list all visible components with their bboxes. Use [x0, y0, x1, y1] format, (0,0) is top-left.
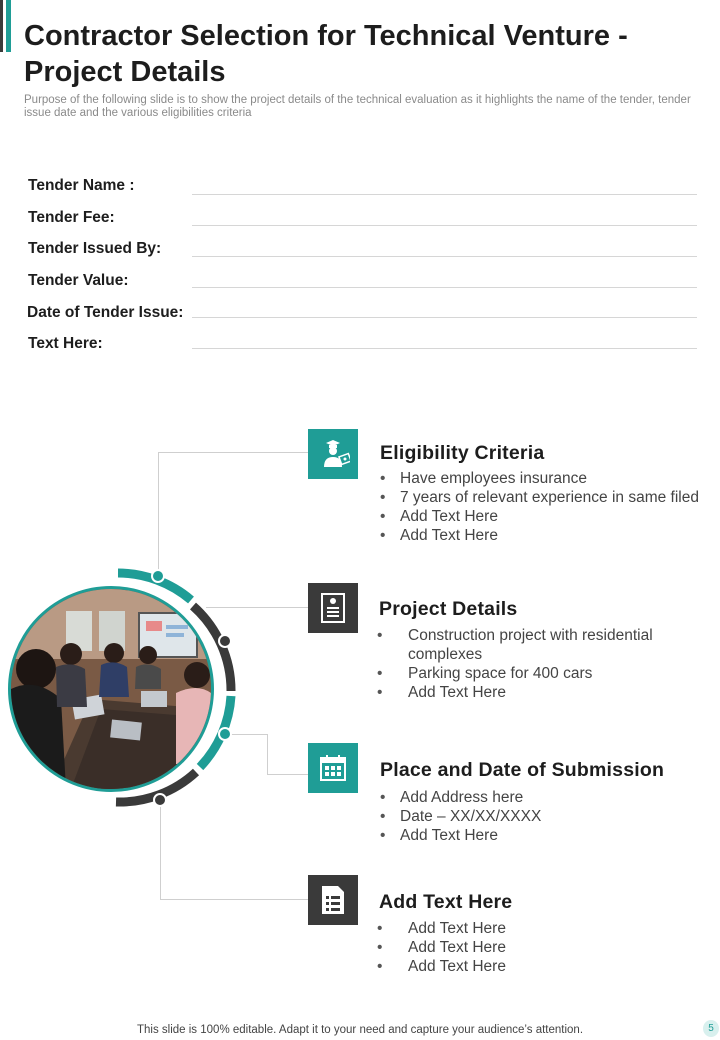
section-3-title: Place and Date of Submission: [380, 759, 665, 781]
page-title: Contractor Selection for Technical Venture - Project Details: [24, 20, 628, 88]
field-label-text-here: Text Here:: [28, 335, 103, 352]
field-line-tender-value[interactable]: [192, 287, 697, 288]
field-label-date-of-tender-issue: Date of Tender Issue:: [27, 304, 184, 321]
section-3-icon-box: [308, 743, 358, 793]
checklist-icon: [318, 883, 348, 917]
ring-arc-dark-upper: [193, 606, 231, 691]
section-2-bullet-2: • Parking space for 400 cars: [377, 664, 697, 683]
section-2-bullet-1: • Construction project with residential complexes: [377, 626, 697, 664]
page-subtitle: Purpose of the following slide is to show the project details of the technical evaluation as it highlights the name of the tender, tender issue date and the various eligibilities criteria: [24, 94, 691, 119]
section-4-bullet-1: • Add Text Here: [377, 919, 697, 938]
section-3-bullet-2: • Date – XX/XX/XXXX: [380, 807, 700, 826]
section-1-bullet-3: • Add Text Here: [380, 507, 715, 526]
section-1-title: Eligibility Criteria: [380, 442, 545, 464]
header-accent-teal: [6, 0, 11, 52]
section-1-bullet-1: • Have employees insurance: [380, 469, 715, 488]
field-line-tender-fee[interactable]: [192, 225, 697, 226]
connector-1-horizontal: [158, 452, 308, 453]
graduate-certificate-icon: [316, 437, 350, 471]
page-number: 5: [703, 1020, 719, 1037]
field-label-tender-value: Tender Value:: [28, 272, 129, 289]
field-line-tender-issued-by[interactable]: [192, 256, 697, 257]
section-3-bullet-1: • Add Address here: [380, 788, 700, 807]
section-1-bullet-2: • 7 years of relevant experience in same filed: [380, 488, 715, 507]
header-accent-dark: [0, 0, 3, 52]
section-2-title: Project Details: [379, 598, 518, 620]
section-4-title: Add Text Here: [379, 891, 513, 913]
connector-1-vertical: [158, 452, 159, 576]
section-2-bullets: [377, 626, 697, 702]
connector-3-horizontal-b: [267, 774, 308, 775]
field-label-tender-name: Tender Name :: [28, 177, 135, 194]
field-label-tender-fee: Tender Fee:: [28, 209, 115, 226]
ring-dot-1: [152, 570, 164, 582]
field-label-tender-issued-by: Tender Issued By:: [28, 240, 162, 257]
field-line-tender-name[interactable]: [192, 194, 697, 195]
connector-4-horizontal: [160, 899, 308, 900]
section-1-bullet-4: • Add Text Here: [380, 526, 715, 545]
section-2-bullet-3: • Add Text Here: [377, 683, 697, 702]
section-3-bullet-3: • Add Text Here: [380, 826, 700, 845]
field-line-date-of-tender-issue[interactable]: [192, 317, 697, 318]
footer-text: This slide is 100% editable. Adapt it to your need and capture your audience’s attention.: [136, 1024, 584, 1036]
ring-dot-2: [219, 635, 231, 647]
section-1-icon-box: [308, 429, 358, 479]
progress-ring-arcs: [0, 560, 260, 820]
section-2-icon-box: [308, 583, 358, 633]
section-4-bullet-2: • Add Text Here: [377, 938, 697, 957]
section-4-bullet-3: • Add Text Here: [377, 957, 697, 976]
ring-dot-3: [219, 728, 231, 740]
document-icon: [318, 591, 348, 625]
section-3-bullets: [380, 788, 700, 845]
section-1-bullets: [380, 469, 715, 545]
section-4-icon-box: [308, 875, 358, 925]
field-line-text-here[interactable]: [192, 348, 697, 349]
connector-3-vertical: [267, 734, 268, 774]
calendar-icon: [318, 753, 348, 783]
section-4-bullets: [377, 919, 697, 976]
ring-dot-4: [154, 794, 166, 806]
